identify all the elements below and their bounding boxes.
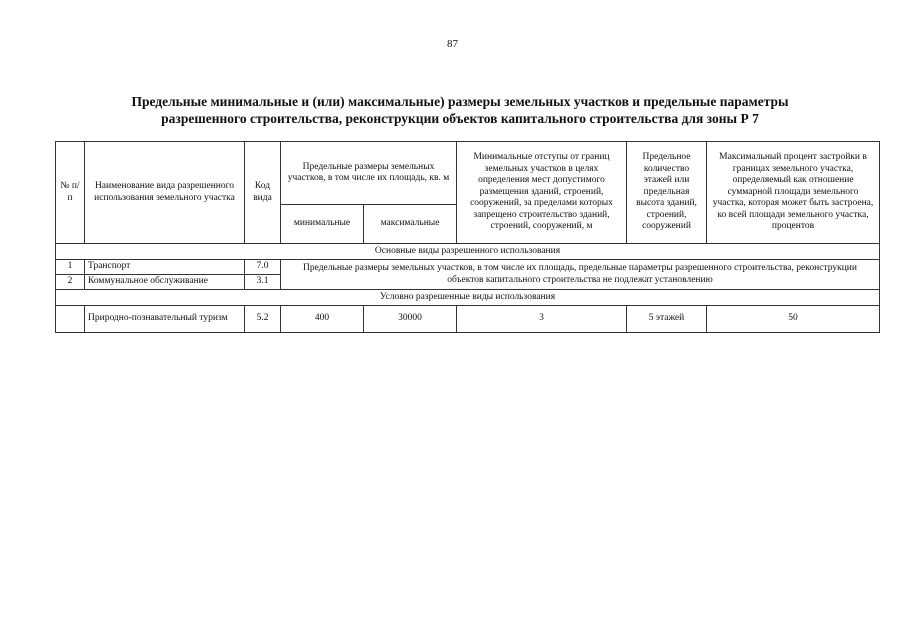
row-use-code: 5.2	[245, 306, 281, 333]
header-max-floors: Предельное количество этажей или предельная высота зданий, строений, сооружений	[627, 142, 707, 244]
header-use-type-code: Код вида	[245, 142, 281, 244]
row-max-coverage: 50	[707, 306, 880, 333]
header-plot-size-limits: Предельные размеры земельных участков, в том числе их площадь, кв. м	[281, 142, 457, 205]
header-min-size: минимальные	[281, 205, 364, 244]
title-line-1: Предельные минимальные и (или) максимальные) размеры земельных участков и предельные параметры	[131, 94, 789, 109]
parameters-table	[55, 141, 880, 333]
header-max-coverage: Максимальный процент застройки в границах земельного участка, определяемый как отношение суммарной площади земельного участка, которая может быть застроена, ко всей площади земельного участка, процентов	[707, 142, 880, 244]
row-max-floors: 5 этажей	[627, 306, 707, 333]
row-max-size: 30000	[364, 306, 457, 333]
section-conditional-uses: Условно разрешенные виды использования	[56, 290, 880, 306]
row-use-name: Коммунальное обслуживание	[85, 275, 245, 290]
row-number: 1	[56, 260, 85, 275]
document-title	[70, 93, 850, 127]
header-max-size: максимальные	[364, 205, 457, 244]
header-use-type-name: Наименование вида разрешенного использования земельного участка	[85, 142, 245, 244]
row-min-size: 400	[281, 306, 364, 333]
header-min-setbacks: Минимальные отступы от границ земельных участков в целях определения мест допустимого размещения зданий, строений, сооружений, за пределами которых запрещено строительство зданий, строений, сооружений, м	[457, 142, 627, 244]
row-use-name: Транспорт	[85, 260, 245, 275]
main-uses-note: Предельные размеры земельных участков, в том числе их площадь, предельные параметры разрешенного строительства, реконструкции объектов капитального строительства не подлежат установлению	[281, 260, 880, 290]
title-line-2: разрешенного строительства, реконструкции объектов капитального строительства для зоны Р 7	[161, 111, 759, 126]
table-row	[56, 260, 880, 275]
row-number: 2	[56, 275, 85, 290]
section-main-uses: Основные виды разрешенного использования	[56, 244, 880, 260]
row-use-code: 7.0	[245, 260, 281, 275]
page-number: 87	[447, 38, 458, 50]
row-min-setback: 3	[457, 306, 627, 333]
row-use-name: Природно-познавательный туризм	[85, 306, 245, 333]
header-number: № п/п	[56, 142, 85, 244]
table-row	[56, 306, 880, 333]
row-number	[56, 306, 85, 333]
row-use-code: 3.1	[245, 275, 281, 290]
